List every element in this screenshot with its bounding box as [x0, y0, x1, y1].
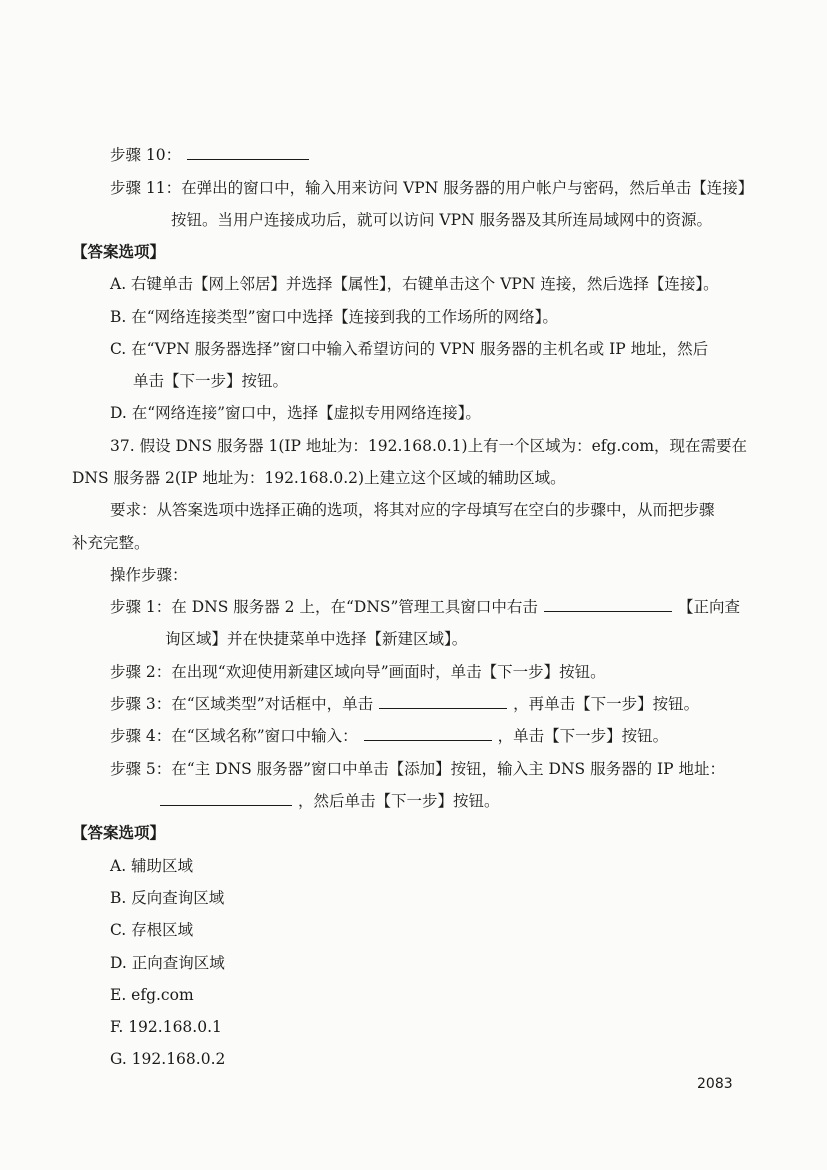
- q37-requirement-line2: 补充完整。: [72, 534, 150, 552]
- step3: [110, 694, 699, 714]
- step10-blank[interactable]: [187, 145, 309, 160]
- q37-option-d: D. 正向查询区域: [110, 954, 225, 972]
- q37-requirement-line1: 要求：从答案选项中选择正确的选项，将其对应的字母填写在空白的步骤中，从而把步骤: [110, 501, 715, 519]
- step4: [110, 726, 668, 746]
- q37-option-c: C. 存根区域: [110, 921, 194, 939]
- vpn-option-c-line1: C. 在“VPN 服务器选择”窗口中输入希望访问的 VPN 服务器的主机名或 IP 地址，然后: [110, 340, 709, 358]
- step1-line1: [110, 597, 740, 617]
- q37-line1: 37. 假设 DNS 服务器 1(IP 地址为：192.168.0.1)上有一个区域为：efg.com，现在需要在: [110, 437, 748, 455]
- q37-option-e: E. efg.com: [110, 986, 194, 1004]
- vpn-option-d: D. 在“网络连接”窗口中，选择【虚拟专用网络连接】。: [110, 404, 481, 422]
- ops-title: 操作步骤：: [110, 566, 188, 584]
- step5-blank[interactable]: [160, 791, 292, 806]
- step2: 步骤 2：在出现“欢迎使用新建区域向导”画面时，单击【下一步】按钮。: [110, 663, 606, 681]
- q37-option-a: A. 辅助区域: [110, 857, 194, 875]
- vpn-option-a: A. 右键单击【网上邻居】并选择【属性】，右键单击这个 VPN 连接，然后选择【连接】。: [110, 275, 719, 293]
- step4-blank[interactable]: [364, 726, 492, 741]
- step11-line2: 按钮。当用户连接成功后，就可以访问 VPN 服务器及其所连局域网中的资源。: [171, 211, 713, 229]
- q37-option-g: G. 192.168.0.2: [110, 1050, 226, 1068]
- step1-text: 步骤 1：在 DNS 服务器 2 上，在“DNS”管理工具窗口中右击: [110, 598, 538, 616]
- step1-blank[interactable]: [544, 597, 672, 612]
- step3-blank[interactable]: [379, 694, 507, 709]
- step5-text-end: ，然后单击【下一步】按钮。: [298, 792, 500, 810]
- q37-line2: DNS 服务器 2(IP 地址为：192.168.0.2)上建立这个区域的辅助区域。: [72, 469, 566, 487]
- step10: [110, 145, 315, 165]
- step5-line1: 步骤 5：在“主 DNS 服务器”窗口中单击【添加】按钮，输入主 DNS 服务器的 IP 地址：: [110, 760, 725, 778]
- step1-text-end: 【正向查: [677, 598, 740, 616]
- step10-label: 步骤 10：: [110, 146, 182, 164]
- answer-options-header-1: 【答案选项】: [72, 242, 166, 261]
- q37-option-b: B. 反向查询区域: [110, 889, 225, 907]
- page-number: 2083: [697, 1076, 733, 1092]
- step4-text: 步骤 4：在“区域名称”窗口中输入：: [110, 727, 358, 745]
- vpn-option-c-line2: 单击【下一步】按钮。: [133, 372, 289, 390]
- q37-option-f: F. 192.168.0.1: [110, 1018, 222, 1036]
- answer-options-header-2: 【答案选项】: [72, 823, 166, 842]
- vpn-option-b: B. 在“网络连接类型”窗口中选择【连接到我的工作场所的网络】。: [110, 308, 558, 326]
- step3-text-end: ，再单击【下一步】按钮。: [513, 695, 700, 713]
- step1-line2: 询区域】并在快捷菜单中选择【新建区域】。: [165, 630, 468, 648]
- step5-line2: [160, 791, 500, 811]
- step4-text-end: ，单击【下一步】按钮。: [497, 727, 669, 745]
- step11-line1: 步骤 11：在弹出的窗口中，输入用来访问 VPN 服务器的用户帐户与密码，然后单击【连接】: [110, 179, 754, 197]
- step3-text: 步骤 3：在“区域类型”对话框中，单击: [110, 695, 374, 713]
